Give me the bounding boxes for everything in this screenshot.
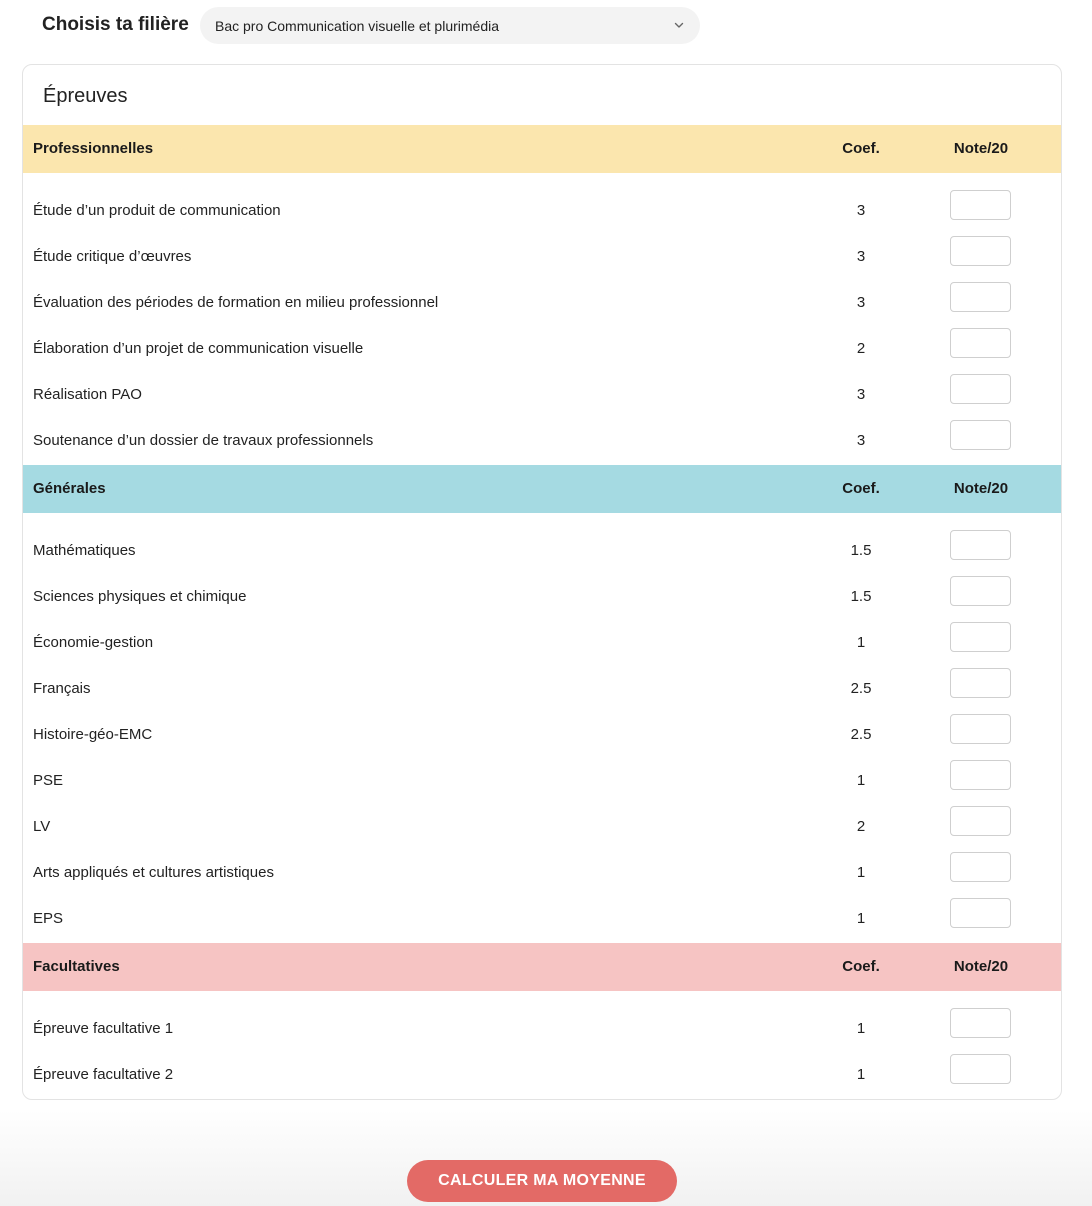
grade-input[interactable] (950, 1054, 1011, 1084)
exam-coef: 1 (856, 864, 866, 881)
exam-coef: 3 (856, 294, 866, 311)
exam-label: Soutenance d’un dossier de travaux professionnels (33, 432, 374, 449)
section-name: Générales (33, 480, 106, 497)
exam-label: Évaluation des périodes de formation en milieu professionnel (33, 294, 439, 311)
grade-input[interactable] (950, 1008, 1011, 1038)
exam-coef: 3 (856, 386, 866, 403)
grade-input[interactable] (950, 374, 1011, 404)
note-column-header: Note/20 (953, 140, 1009, 157)
exam-coef: 1 (856, 634, 866, 651)
chevron-down-icon (672, 18, 686, 32)
grade-input[interactable] (950, 420, 1011, 450)
section-name: Facultatives (33, 958, 120, 975)
exam-coef: 1 (856, 910, 866, 927)
calculate-average-button[interactable]: CALCULER MA MOYENNE (407, 1160, 677, 1202)
section-header-facultatives (23, 943, 1061, 991)
track-select[interactable] (200, 7, 700, 44)
exam-row (23, 235, 1061, 281)
grade-input[interactable] (950, 328, 1011, 358)
exam-label: EPS (33, 910, 64, 927)
exam-label: Étude d’un produit de communication (33, 202, 281, 219)
exam-row (23, 529, 1061, 575)
exam-row (23, 281, 1061, 327)
exam-label: LV (33, 818, 51, 835)
top-bar (0, 0, 1092, 52)
exam-coef: 1 (856, 772, 866, 789)
exam-label: Mathématiques (33, 542, 136, 559)
grade-input[interactable] (950, 668, 1011, 698)
card-title: Épreuves (43, 85, 128, 107)
exam-coef: 1 (856, 1066, 866, 1083)
exam-coef: 2 (856, 818, 866, 835)
note-column-header: Note/20 (953, 958, 1009, 975)
exam-label: PSE (33, 772, 64, 789)
exam-label: Étude critique d’œuvres (33, 248, 192, 265)
note-column-header: Note/20 (953, 480, 1009, 497)
exam-label: Français (33, 680, 91, 697)
exam-coef: 3 (856, 202, 866, 219)
exam-row (23, 373, 1061, 419)
exam-row (23, 713, 1061, 759)
exam-label: Économie-gestion (33, 634, 154, 651)
track-select-value: Bac pro Communication visuelle et plurimédia (215, 17, 500, 34)
exam-label: Sciences physiques et chimique (33, 588, 247, 605)
grade-input[interactable] (950, 760, 1011, 790)
exam-label: Épreuve facultative 2 (33, 1066, 174, 1083)
exam-label: Arts appliqués et cultures artistiques (33, 864, 274, 881)
exam-coef: 2.5 (850, 726, 872, 743)
coef-column-header: Coef. (842, 140, 880, 157)
exam-row (23, 759, 1061, 805)
exams-card (22, 64, 1062, 1100)
coef-column-header: Coef. (842, 480, 880, 497)
exam-label: Réalisation PAO (33, 386, 142, 403)
exam-coef: 2.5 (850, 680, 872, 697)
exam-coef: 3 (856, 432, 866, 449)
exam-row (23, 1007, 1061, 1053)
grade-input[interactable] (950, 190, 1011, 220)
grade-input[interactable] (950, 282, 1011, 312)
exam-row (23, 327, 1061, 373)
grade-input[interactable] (950, 530, 1011, 560)
grade-input[interactable] (950, 898, 1011, 928)
section-name: Professionnelles (33, 140, 154, 157)
grade-input[interactable] (950, 714, 1011, 744)
exam-coef: 1.5 (850, 588, 872, 605)
exam-row (23, 1053, 1061, 1099)
exam-coef: 1 (856, 1020, 866, 1037)
exam-coef: 2 (856, 340, 866, 357)
exam-row (23, 897, 1061, 943)
exam-row (23, 851, 1061, 897)
grade-input[interactable] (950, 576, 1011, 606)
section-header-generales (23, 465, 1061, 513)
exam-row (23, 189, 1061, 235)
grade-input[interactable] (950, 852, 1011, 882)
exam-coef: 3 (856, 248, 866, 265)
exam-row (23, 621, 1061, 667)
section-header-professionnelles (23, 125, 1061, 173)
exam-label: Histoire-géo-EMC (33, 726, 153, 743)
exam-label: Élaboration d’un projet de communication visuelle (33, 340, 364, 357)
track-label: Choisis ta filière (42, 14, 189, 35)
exam-row (23, 667, 1061, 713)
exam-row (23, 575, 1061, 621)
grade-input[interactable] (950, 806, 1011, 836)
coef-column-header: Coef. (842, 958, 880, 975)
grade-input[interactable] (950, 236, 1011, 266)
exam-label: Épreuve facultative 1 (33, 1020, 174, 1037)
exam-row (23, 419, 1061, 465)
grade-input[interactable] (950, 622, 1011, 652)
exam-row (23, 805, 1061, 851)
exam-coef: 1.5 (850, 542, 872, 559)
